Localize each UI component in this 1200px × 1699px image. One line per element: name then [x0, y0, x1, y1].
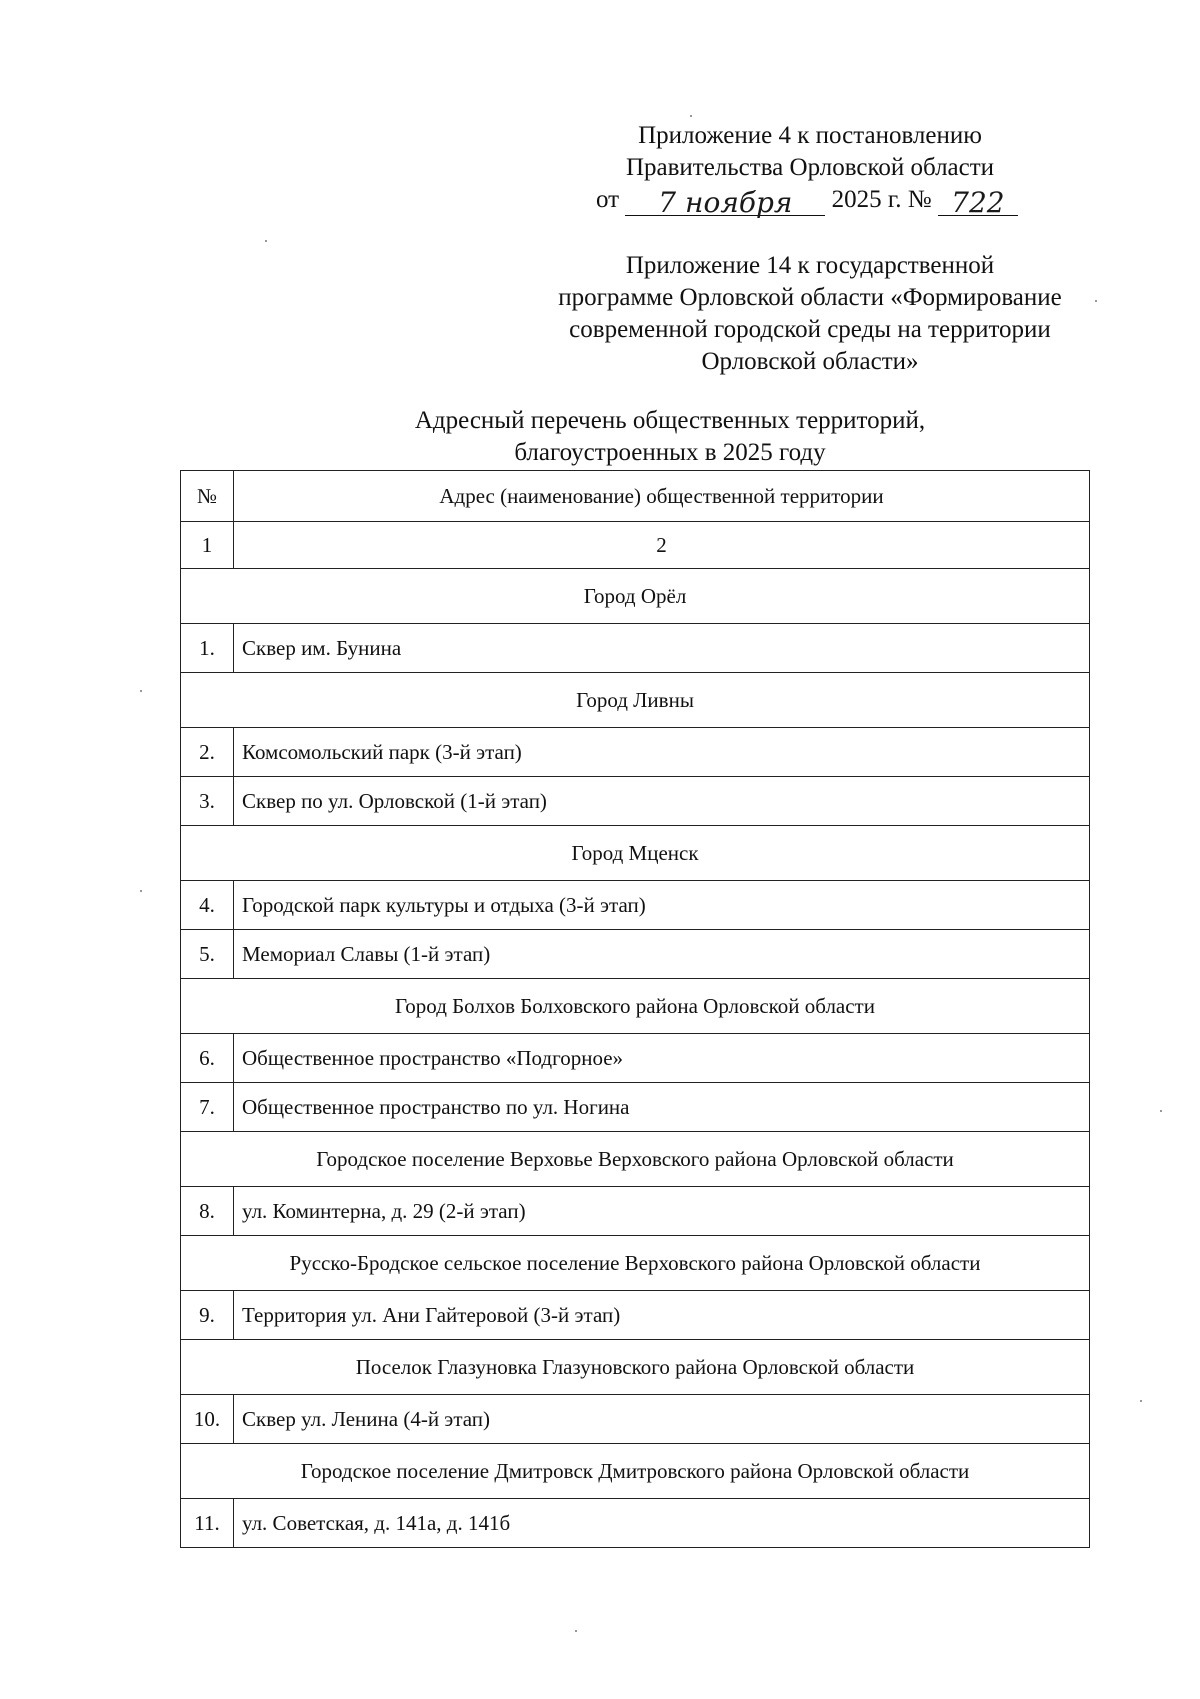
- handwritten-date: [625, 186, 825, 219]
- table-row: [181, 728, 1090, 777]
- section-row: [181, 826, 1090, 881]
- territory-name: Сквер им. Бунина: [234, 624, 1090, 673]
- handwritten-number: [938, 186, 1018, 219]
- table-row: [181, 1083, 1090, 1132]
- list-title-line: Адресный перечень общественных территорий,: [414, 407, 926, 434]
- year-number-label: 2025 г. №: [831, 186, 932, 213]
- scan-speck: [1140, 1400, 1142, 1402]
- section-title: Городское поселение Верховье Верховского района Орловской области: [181, 1132, 1090, 1187]
- section-row: [181, 1340, 1090, 1395]
- appendix-4-heading: [560, 120, 1060, 184]
- table-row: [181, 777, 1090, 826]
- row-number: 4.: [181, 881, 234, 930]
- row-number: 10.: [181, 1395, 234, 1444]
- scan-speck: [140, 890, 142, 892]
- section-title: Город Мценск: [181, 826, 1090, 881]
- territory-name: ул. Коминтерна, д. 29 (2-й этап): [234, 1187, 1090, 1236]
- table-row: [181, 1395, 1090, 1444]
- appendix-14-line: современной городской среды на территории: [569, 316, 1051, 343]
- section-row: [181, 1444, 1090, 1499]
- handwritten-number-text: 722: [951, 186, 1005, 219]
- table-row: [181, 624, 1090, 673]
- column-number-1: 1: [181, 522, 234, 569]
- appendix-4-line: Правительства Орловской области: [625, 154, 995, 181]
- table-row: [181, 881, 1090, 930]
- territory-name: Общественное пространство по ул. Ногина: [234, 1083, 1090, 1132]
- territory-name: Городской парк культуры и отдыха (3-й этап): [234, 881, 1090, 930]
- section-title: Город Болхов Болховского района Орловской области: [181, 979, 1090, 1034]
- table-row: [181, 1291, 1090, 1340]
- section-row: [181, 1236, 1090, 1291]
- section-row: [181, 1132, 1090, 1187]
- scan-speck: [265, 240, 267, 242]
- handwritten-date-text: 7 ноября: [658, 186, 793, 219]
- row-number: 9.: [181, 1291, 234, 1340]
- scan-speck: [140, 690, 142, 692]
- appendix-14-heading: [505, 250, 1115, 378]
- section-title: Город Орёл: [181, 569, 1090, 624]
- row-number: 1.: [181, 624, 234, 673]
- section-row: [181, 673, 1090, 728]
- section-title: Русско-Бродское сельское поселение Верховского района Орловской области: [181, 1236, 1090, 1291]
- section-title: Город Ливны: [181, 673, 1090, 728]
- column-number-2: 2: [234, 522, 1090, 569]
- table-row: [181, 930, 1090, 979]
- territory-name: Территория ул. Ани Гайтеровой (3-й этап): [234, 1291, 1090, 1340]
- date-prefix: от: [596, 186, 620, 213]
- scan-speck: [575, 1630, 577, 1632]
- row-number: 11.: [181, 1499, 234, 1548]
- territory-name: Общественное пространство «Подгорное»: [234, 1034, 1090, 1083]
- appendix-14-line: программе Орловской области «Формирование: [558, 284, 1062, 311]
- scan-speck: [690, 115, 692, 117]
- scan-speck: [1160, 1110, 1162, 1112]
- row-number: 8.: [181, 1187, 234, 1236]
- territory-name: Сквер по ул. Орловской (1-й этап): [234, 777, 1090, 826]
- appendix-4-line: Приложение 4 к постановлению: [638, 122, 982, 149]
- row-number: 5.: [181, 930, 234, 979]
- column-number-row: [181, 522, 1090, 569]
- section-title: Городское поселение Дмитровск Дмитровского района Орловской области: [181, 1444, 1090, 1499]
- header-num-cell: №: [181, 471, 234, 522]
- table-row: [181, 1187, 1090, 1236]
- table-row: [181, 1499, 1090, 1548]
- list-title-line: благоустроенных в 2025 году: [514, 439, 826, 466]
- territory-name: Комсомольский парк (3-й этап): [234, 728, 1090, 777]
- section-title: Поселок Глазуновка Глазуновского района Орловской области: [181, 1340, 1090, 1395]
- appendix-14-line: Орловской области»: [701, 348, 919, 375]
- resolution-date-line: [596, 184, 1096, 220]
- row-number: 6.: [181, 1034, 234, 1083]
- territory-name: ул. Советская, д. 141а, д. 141б: [234, 1499, 1090, 1548]
- table-row: [181, 1034, 1090, 1083]
- territory-name: Мемориал Славы (1-й этап): [234, 930, 1090, 979]
- header-address-cell: Адрес (наименование) общественной территории: [234, 471, 1090, 522]
- row-number: 2.: [181, 728, 234, 777]
- table-header-row: [181, 471, 1090, 522]
- row-number: 7.: [181, 1083, 234, 1132]
- section-row: [181, 569, 1090, 624]
- appendix-14-line: Приложение 14 к государственной: [625, 252, 995, 279]
- list-title: [270, 405, 1070, 469]
- territories-table: [180, 470, 1090, 1548]
- section-row: [181, 979, 1090, 1034]
- scan-speck: [1095, 300, 1097, 302]
- territory-name: Сквер ул. Ленина (4-й этап): [234, 1395, 1090, 1444]
- row-number: 3.: [181, 777, 234, 826]
